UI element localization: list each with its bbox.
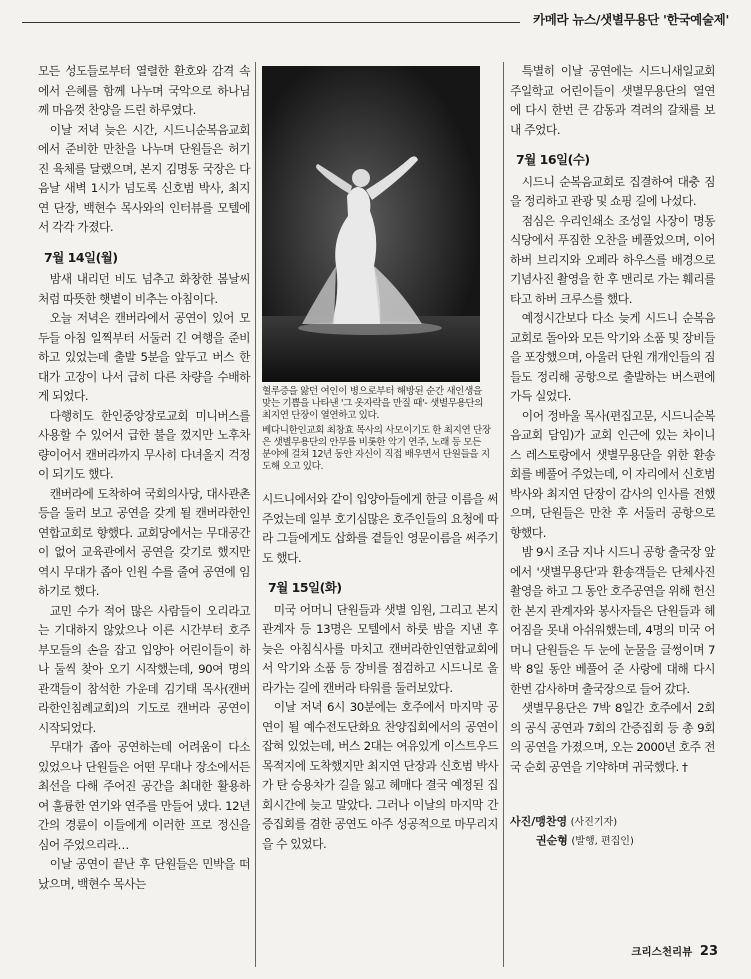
dance-photo [262, 66, 480, 382]
column-divider [255, 62, 256, 967]
paragraph: 시드니 순복음교회로 집결하여 대충 짐을 정리하고 관광 및 쇼핑 길에 나섰다. [510, 174, 715, 208]
paragraph: 이날 공연이 끝난 후 단원들은 민박을 떠났으며, 백현수 목사는 [38, 857, 250, 891]
caption-text: 혈루증을 앓던 여인이 병으로부터 해방된 순간 새인생을 맞는 기쁨을 나타낸 '그 옷자락을 만질 때'- 샛별무용단의 최지연 단장이 열연하고 있다. [262, 386, 484, 422]
paragraph: 밤새 내리던 비도 넘추고 화창한 봄날씨처럼 따뜻한 햇볕이 비추는 아침이다. [38, 272, 250, 306]
paragraph: 시드니에서와 같이 입양아들에게 한글 이름을 써주었는데 일부 호기심많은 호주인들의 요청에 따라 그들에게도 삽화를 곁들인 영문이름을 써주기도 했다. [262, 492, 498, 565]
page-footer [631, 944, 718, 959]
column-2 [262, 490, 498, 854]
writer-name: 권순형 [536, 834, 568, 847]
writer-role: (발행, 편집인) [571, 836, 634, 847]
caption-text: 베다니한인교회 최창효 목사의 사모이기도 한 최지연 단장은 샛별무용단의 안무를 비롯한 악기 연주, 노래 등 모든 분야에 걸쳐 12년 동안 자신이 직접 배우면서 단원들을 지도해 오고 있다. [262, 424, 491, 473]
paragraph: 샛별무용단은 7박 8일간 호주에서 2회의 공식 공연과 7회의 간증집회 등 총 9회의 공연을 가졌으며, 오는 2000년 호주 전국 순회 공연을 기약하며 귀국했다. † [510, 701, 715, 774]
writer-credit [510, 832, 634, 851]
column-divider [503, 62, 504, 967]
column-1 [38, 62, 250, 894]
paragraph: 미국 어머니 단원들과 샛별 임원, 그리고 본지 관계자 등 13명은 모텔에서 하룻 밤을 지낸 후 늦은 아침식사를 마치고 캔버라한인연합교회에서 악기와 소품 등 장비를 점검하고 시드니로 올라가는 길에 캔버라 타워를 둘러보았다. [262, 602, 498, 695]
paragraph: 모든 성도들로부터 열렬한 환호와 감격 속에서 은혜를 함께 나누며 국악으로 하나님께 마음껏 찬양을 드린 하루였다. [38, 64, 250, 117]
page-number: 23 [699, 944, 718, 959]
photo-credit [510, 813, 634, 832]
paragraph: 이날 저녁 6시 30분에는 호주에서 마지막 공연이 될 예수전도단화요 찬양집회에서의 공연이 잡혀 있었는데, 버스 2대는 여유있게 이스트우드 목적지에 도착했지만 최지연 단장과 신호범 박사가 탄 승용차가 길을 잃고 헤매다 결국 예정된 집회시간에 늦고 말았다. 그러나 이날의 마지막 간증집회를 겸한 공연도 아주 성공적으로 마무리지을 수 있었다. [262, 700, 498, 851]
date-heading: 7월 15일(화) [268, 580, 342, 595]
photo-credit-label: 사진/맹찬영 [510, 815, 568, 828]
paragraph: 무대가 좁아 공연하는데 어려움이 다소 있었으나 단원들은 어떤 무대나 장소에서든 최선을 다해 주어진 공간을 최대한 활용하여 훌륭한 연기와 연주를 만들어 냈다. 12년간의 경륜이 이들에게 이러한 프로 정신을 심어 주었으리라… [38, 740, 250, 852]
paragraph: 이날 저녁 늦은 시간, 시드니순복음교회에서 준비한 만찬을 나누며 단원들은 허기진 육체를 달랬으며, 본지 김명동 국장은 다음날 새벽 1시가 넘도록 신호범 박사, 최지연 단장, 백현수 목사와의 인터뷰를 모텔에서 각각 가졌다. [38, 122, 250, 234]
paragraph: 캔버라에 도착하여 국회의사당, 대사관촌 등을 둘러 보고 공연을 갖게 될 캔버라한인연합교회로 향했다. 교회당에서는 무대공간이 없어 교육관에서 공연을 갖기로 했지만 역시 무대가 좁아 인원 수를 줄여 공연에 임하기로 했다. [38, 486, 250, 598]
column-3 [510, 62, 715, 777]
header-rule [22, 22, 520, 23]
paragraph: 점심은 우리인쇄소 조성일 사장이 명동식당에서 푸짐한 오찬을 베풀었으며, 이어 하버 브리지와 오페라 하우스를 배경으로 기념사진 촬영을 한 후 맨리로 가는 훼리를 타고 하버 크루스를 했다. [510, 213, 715, 306]
date-heading: 7월 16일(수) [516, 152, 590, 167]
paragraph: 다행히도 한인중앙장로교회 미니버스를 사용할 수 있어서 급한 불을 껐지만 노후차량이어서 캔버라까지 무사히 다녀올지 걱정이 되기도 했다. [38, 408, 250, 481]
dancer-image [262, 66, 480, 382]
header-title: 카메라 뉴스/샛별무용단 '한국예술제' [532, 12, 729, 27]
paragraph: 이어 정바울 목사(편집고문, 시드니순복음교회 담임)가 교회 인근에 있는 차이니스 레스토랑에서 샛별무용단을 위한 환송회를 베풀어 주었는데, 이 자리에서 신호범 박사와 최지연 단장이 감사의 인사를 전했으며, 단원들은 만찬 후 서둘러 공항으로 향했다. [510, 408, 715, 540]
paragraph: 예정시간보다 다소 늦게 시드니 순복음교회로 돌아와 모든 악기와 소품 및 장비들을 포장했으며, 아울러 단원 개개인들의 짐들도 정리해 공항으로 출발하는 버스편에 가득 실었다. [510, 311, 715, 403]
paragraph: 밤 9시 조금 지나 시드니 공항 출국장 앞에서 '샛별무용단'과 환송객들은 단체사진 촬영을 하고 그 동안 호주공연을 위해 헌신한 본지 관계자와 봉사자들은 단원들과 헤어짐을 못내 아쉬워했는데, 4명의 미국 어머니 단원들은 두 눈에 눈물을 글썽이며 7박 8일 동안 베풀어 준 사랑에 대해 다시 한번 감사하며 출국장으로 들어 갔다. [510, 545, 715, 696]
paragraph: 교민 수가 적어 많은 사람들이 오리라고는 기대하지 않았으나 이른 시간부터 호주 부모들의 손을 잡고 입양아 어린이들이 하나 둘씩 찾아 오기 시작했는데, 90여 명의 관객들이 참석한 가운데 김기태 목사(캔버라한인침례교회)의 기도로 캔버라 공연이 시작되었다. [38, 603, 250, 735]
date-heading: 7월 14일(월) [44, 249, 118, 265]
magazine-name: 크리스천리뷰 [631, 946, 693, 958]
photo-credit-role: (사진기자) [570, 817, 618, 828]
credits [510, 813, 634, 851]
photo-caption [262, 386, 492, 475]
paragraph: 특별히 이날 공연에는 시드니새일교회 주일학교 어린이들이 샛별무용단의 열연에 다시 한번 큰 감동과 격려의 갈채를 보내 주었다. [510, 64, 715, 137]
paragraph: 오늘 저녁은 캔버라에서 공연이 있어 모두들 아침 일찍부터 서둘러 긴 여행을 준비하고 있었는데 출발 5분을 앞두고 버스 한 대가 고장이 나서 급히 다른 차량을 수배하게 되었다. [38, 311, 250, 403]
